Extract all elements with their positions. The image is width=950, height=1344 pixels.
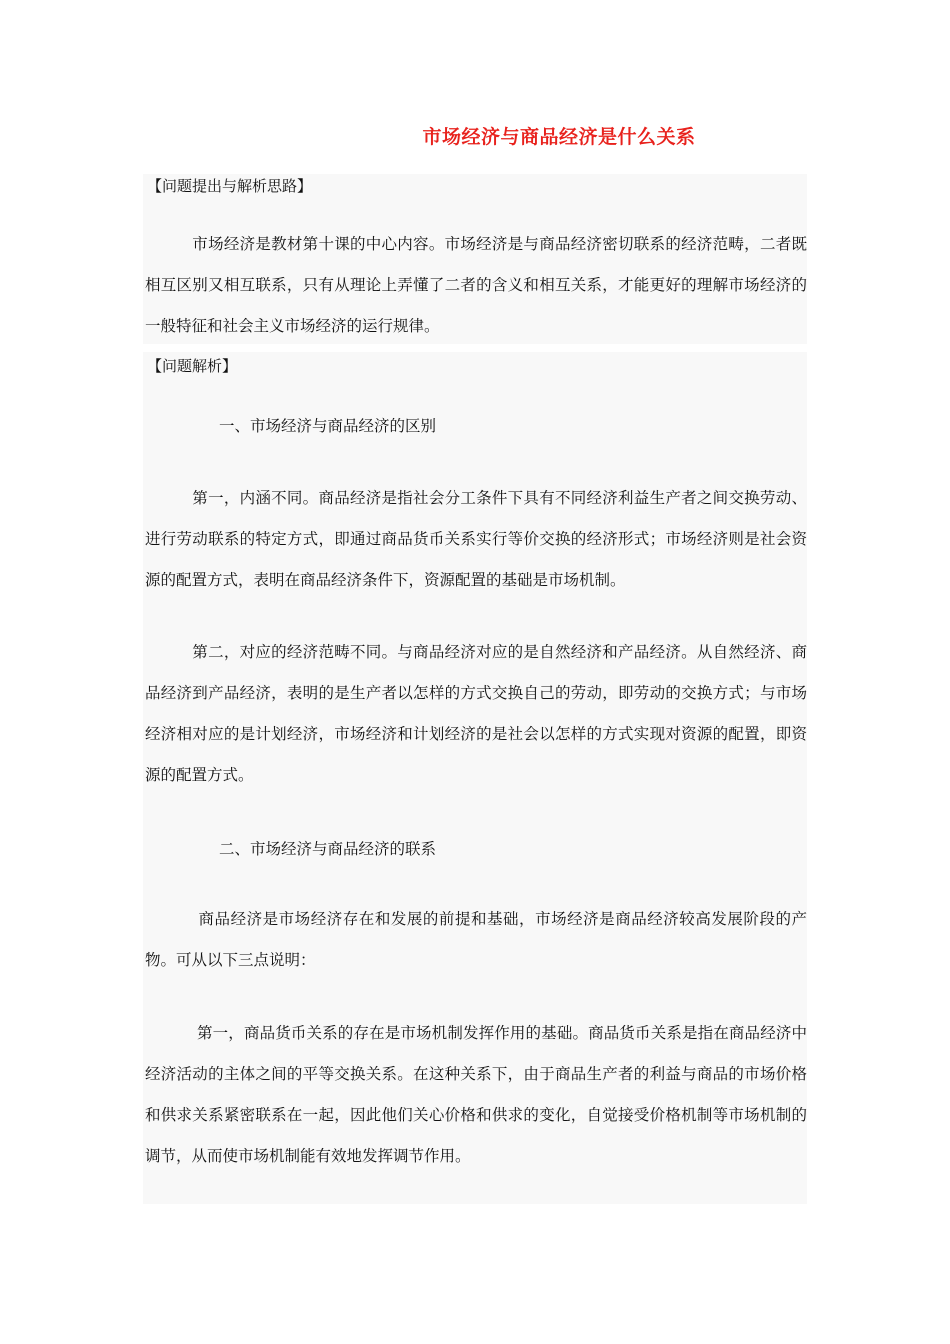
paragraph-connection-1: 第一，商品货币关系的存在是市场机制发挥作用的基础。商品货币关系是指在商品经济中经济活动的主体之间的平等交换关系。在这种关系下，由于商品生产者的利益与商品的市场价格和供求关系紧密联系在一起，因此他们关心价格和供求的变化，自觉接受价格机制等市场机制的调节，从而使市场机制能有效地发挥调节作用。: [145, 1024, 807, 1165]
document-title: 市场经济与商品经济是什么关系: [422, 126, 696, 148]
paragraph-difference-2: 第二，对应的经济范畴不同。与商品经济对应的是自然经济和产品经济。从自然经济、商品经济到产品经济，表明的是生产者以怎样的方式交换自己的劳动，即劳动的交换方式；与市场经济相对应的是计划经济，市场经济和计划经济的是社会以怎样的方式实现对资源的配置，即资源的配置方式。: [145, 643, 807, 784]
intro-paragraph: 市场经济是教材第十课的中心内容。市场经济是与商品经济密切联系的经济范畴，二者既相互区别又相互联系，只有从理论上弄懂了二者的含义和相互关系，才能更好的理解市场经济的一般特征和社会主义市场经济的运行规律。: [145, 235, 807, 335]
section-label-analysis: 【问题解析】: [147, 357, 238, 375]
section-label-question: 【问题提出与解析思路】: [147, 177, 313, 195]
paragraph-connection-intro: 商品经济是市场经济存在和发展的前提和基础，市场经济是商品经济较高发展阶段的产物。可从以下三点说明：: [145, 910, 807, 969]
paragraph-difference-1: 第一，内涵不同。商品经济是指社会分工条件下具有不同经济利益生产者之间交换劳动、进行劳动联系的特定方式，即通过商品货币关系实行等价交换的经济形式；市场经济则是社会资源的配置方式，表明在商品经济条件下，资源配置的基础是市场机制。: [145, 489, 807, 589]
analysis-panel: [143, 352, 807, 1204]
heading-connections: 二、市场经济与商品经济的联系: [219, 840, 437, 858]
heading-differences: 一、市场经济与商品经济的区别: [219, 417, 437, 435]
intro-panel: [143, 174, 807, 344]
